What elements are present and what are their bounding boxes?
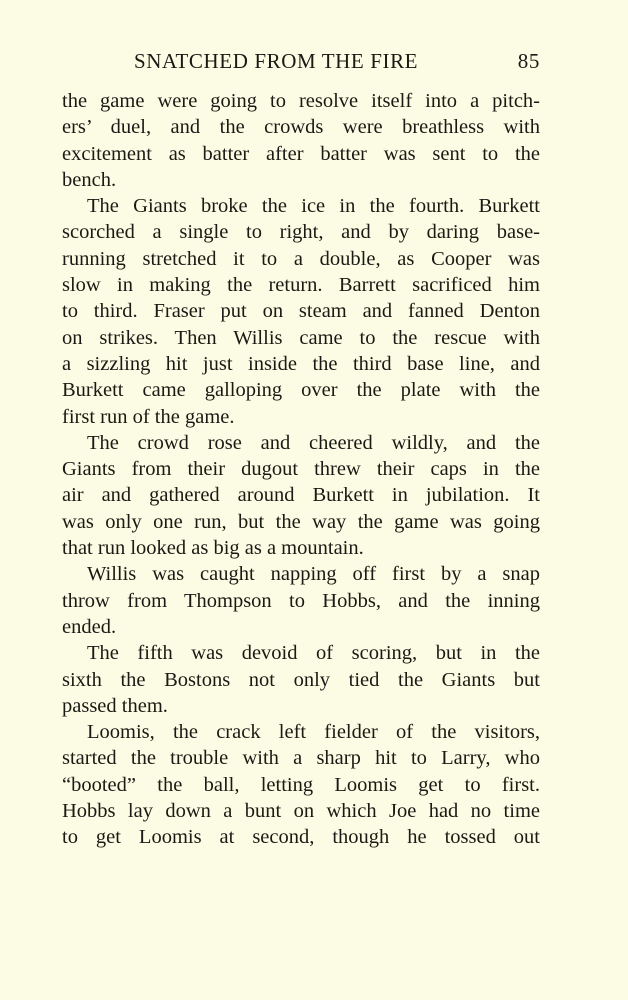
text-line: slow in making the return. Barrett sacrificed him: [62, 274, 540, 297]
text-line: excitement as batter after batter was sent to the: [62, 142, 540, 165]
running-title: SNATCHED FROM THE FIRE: [134, 49, 419, 73]
page-header: [62, 47, 540, 77]
text-line: Willis was caught napping off first by a snap: [87, 563, 540, 586]
text-line: The fifth was devoid of scoring, but in the: [87, 642, 540, 665]
text-line: a sizzling hit just inside the third base line, and: [62, 352, 540, 375]
text-line: on strikes. Then Willis came to the rescue with: [62, 326, 540, 349]
text-line: to third. Fraser put on steam and fanned Denton: [62, 300, 540, 323]
text-line: Hobbs lay down a bunt on which Joe had no time: [62, 800, 540, 823]
text-line: bench.: [62, 168, 117, 191]
page-number: 85: [517, 49, 540, 73]
text-line: to get Loomis at second, though he tossed out: [62, 826, 540, 849]
text-line: was only one run, but the way the game was going: [62, 510, 540, 533]
text-line: ended.: [62, 615, 117, 638]
body-text: [62, 88, 540, 851]
text-line: passed them.: [62, 694, 168, 717]
text-line: air and gathered around Burkett in jubilation. It: [62, 484, 540, 507]
text-line: The Giants broke the ice in the fourth. Burkett: [87, 195, 540, 218]
text-line: ers’ duel, and the crowds were breathless with: [62, 116, 540, 139]
text-line: throw from Thompson to Hobbs, and the inning: [62, 589, 540, 612]
text-line: Giants from their dugout threw their caps in the: [62, 458, 540, 481]
text-line: first run of the game.: [62, 405, 235, 428]
text-line: sixth the Bostons not only tied the Giants but: [62, 668, 540, 691]
text-line: that run looked as big as a mountain.: [62, 537, 364, 560]
text-line: “booted” the ball, letting Loomis get to first.: [62, 773, 540, 796]
text-line: running stretched it to a double, as Cooper was: [62, 247, 540, 270]
text-line: The crowd rose and cheered wildly, and the: [87, 431, 540, 454]
text-line: started the trouble with a sharp hit to Larry, who: [62, 747, 540, 770]
text-line: the game were going to resolve itself into a pitch-: [62, 90, 540, 112]
text-line: Burkett came galloping over the plate with the: [62, 379, 540, 402]
text-line: scorched a single to right, and by daring base-: [62, 221, 540, 244]
text-line: Loomis, the crack left fielder of the visitors,: [87, 721, 540, 744]
